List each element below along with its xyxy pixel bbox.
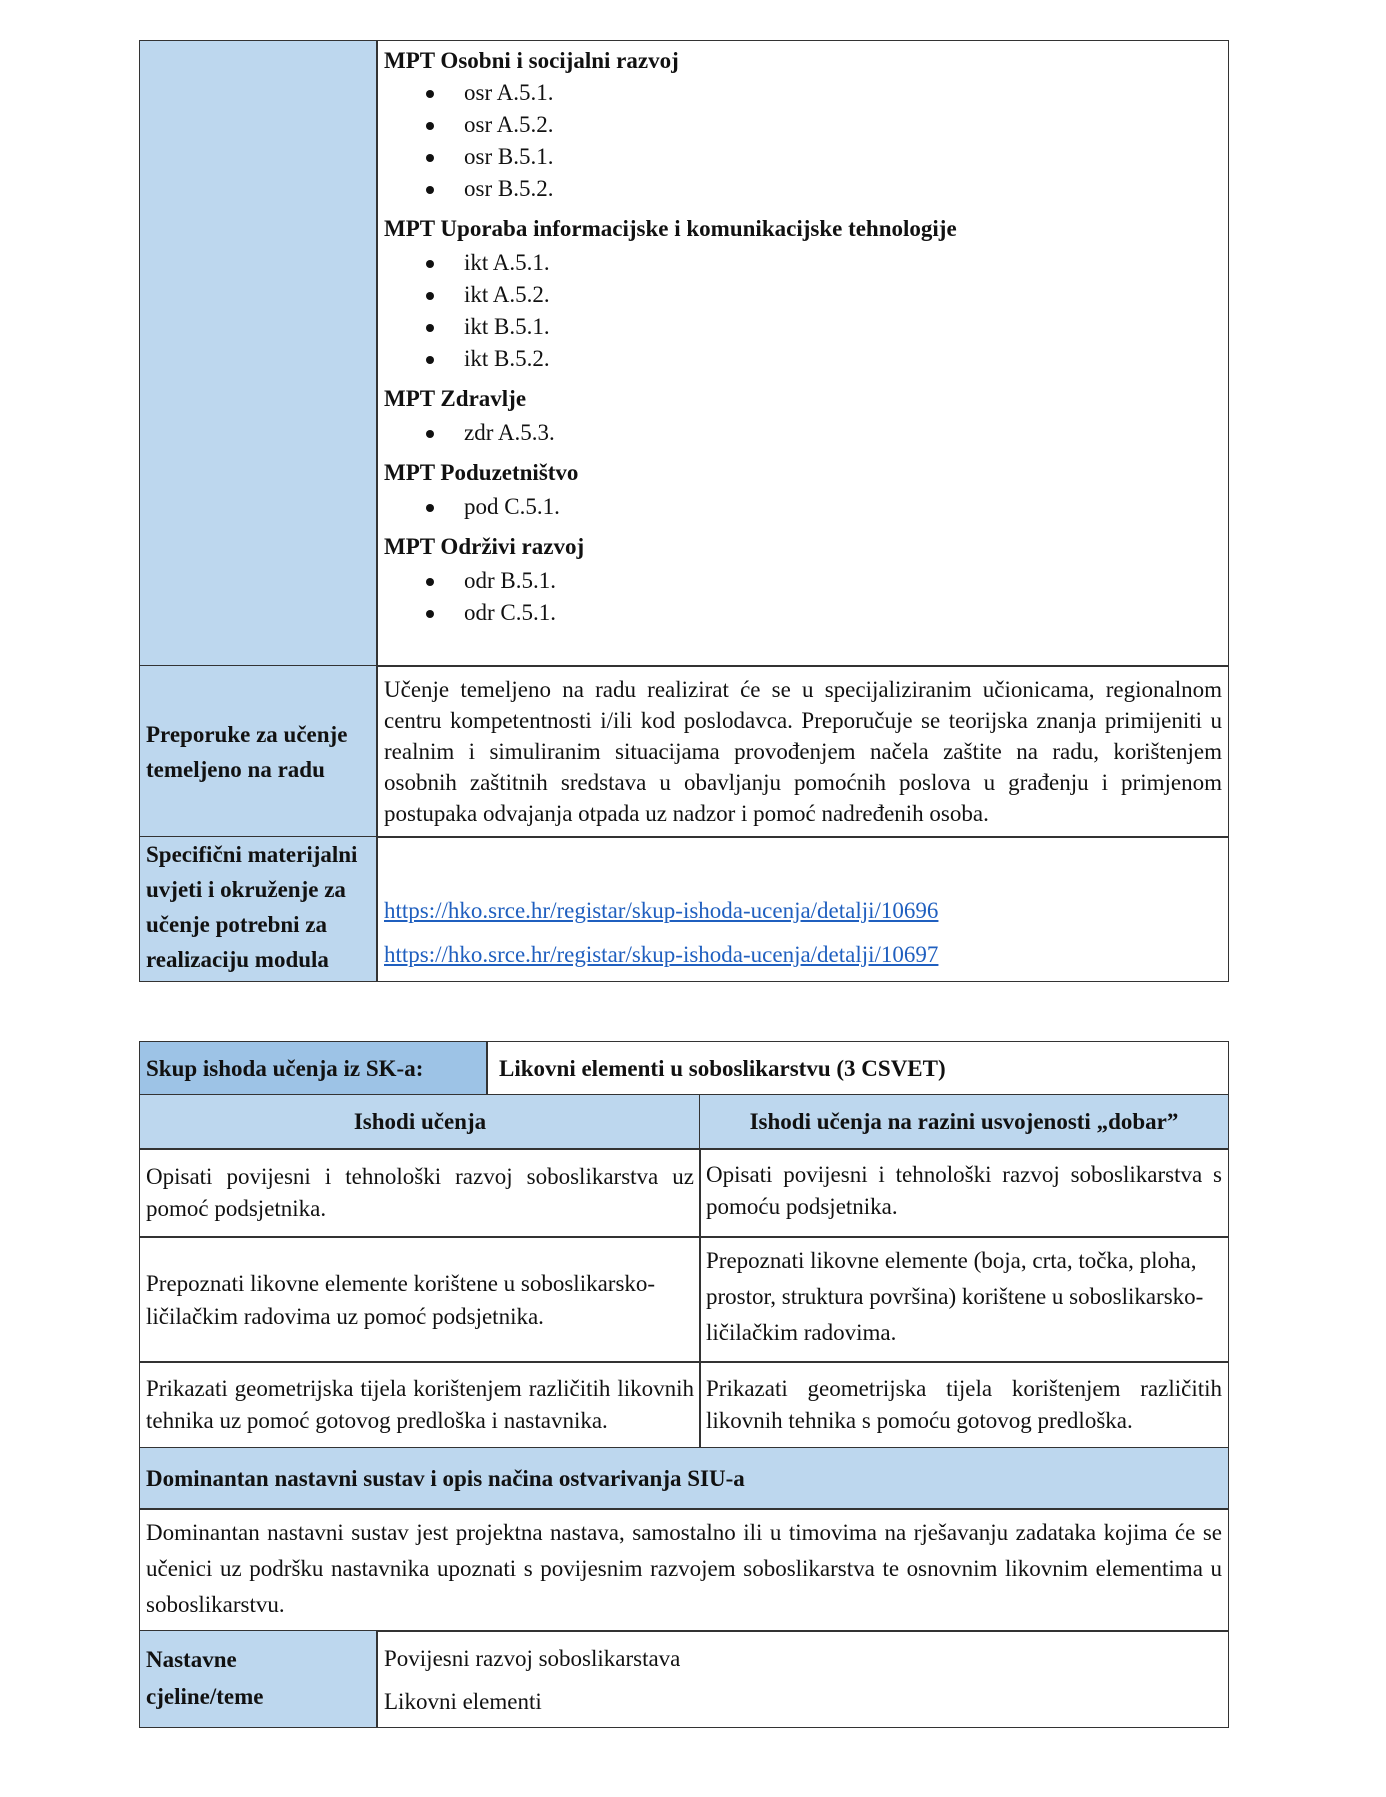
- sk-value-cell: [486, 1041, 1229, 1096]
- mpt-section-odr: [384, 529, 1228, 629]
- mpt-item: osr B.5.2.: [384, 173, 1228, 205]
- sk-label: Skup ishoda učenja iz SK-a:: [146, 1055, 424, 1081]
- dominant-system-text-cell: [139, 1508, 1229, 1632]
- unit-item: Likovni elementi: [384, 1689, 542, 1714]
- mpt-item: ikt A.5.1.: [384, 247, 1228, 279]
- conditions-label-cell: [139, 836, 378, 982]
- recommendations-text-cell: [376, 665, 1229, 838]
- dominant-system-title: Dominantan nastavni sustav i opis načina ostvarivanja SIU-a: [146, 1465, 745, 1491]
- mpt-section-zdr: [384, 381, 1228, 449]
- mpt-item: osr A.5.1.: [384, 77, 1228, 109]
- outcome-good-cell: [699, 1361, 1229, 1449]
- outcome-good-cell: [699, 1148, 1229, 1238]
- outcome-cell: [139, 1361, 701, 1449]
- mpt-title: MPT Uporaba informacijske i komunikacijske tehnologije: [384, 216, 957, 241]
- cross-curricular-table: [139, 40, 1229, 982]
- dominant-system-title-cell: [139, 1447, 1229, 1510]
- mpt-title: MPT Održivi razvoj: [384, 534, 585, 559]
- outcome-cell: [139, 1148, 701, 1238]
- mpt-item: odr B.5.1.: [384, 565, 1228, 597]
- sk-value: Likovni elementi u soboslikarstvu (3 CSVET): [499, 1055, 946, 1081]
- units-list-cell: [376, 1630, 1229, 1728]
- conditions-label: Specifični materijalni uvjeti i okruženje za učenje potrebni za realizaciju modula: [146, 842, 358, 972]
- mpt-section-osr: [384, 43, 1228, 205]
- outcome-good-cell: [699, 1236, 1229, 1363]
- mpt-title: MPT Osobni i socijalni razvoj: [384, 48, 679, 73]
- outcome-text: Prikazati geometrijska tijela korištenjem različitih likovnih tehnika s pomoću gotovog predloška.: [706, 1376, 1222, 1433]
- mpt-item: zdr A.5.3.: [384, 417, 1228, 449]
- learning-outcomes-table: [139, 1041, 1229, 1728]
- recommendations-text: Učenje temeljeno na radu realizirat će se u specijaliziranim učionicama, regionalnom centru kompetentnosti i/ili kod poslodavca. Preporučuje se teorijska znanja primijeniti u realnim i simuliranim situacijama provođenjem načela zaštite na radu, korištenjem osobnih zaštitnih sredstava u obavljanju pomoćnih poslova u građenju i primjenom postupaka odvajanja otpada uz nadzor i pomoć nadređenih osoba.: [384, 677, 1222, 826]
- recommendations-label-cell: [139, 665, 378, 838]
- mpt-item: odr C.5.1.: [384, 597, 1228, 629]
- outcome-text: Prepoznati likovne elemente korištene u soboslikarsko-ličilačkim radovima uz pomoć podsjetnika.: [146, 1270, 656, 1329]
- mpt-item: ikt B.5.1.: [384, 311, 1228, 343]
- recommendations-label: Preporuke za učenje temeljeno na radu: [146, 721, 348, 782]
- mpt-content-cell: [376, 40, 1229, 667]
- dominant-system-text: Dominantan nastavni sustav jest projektna nastava, samostalno ili u timovima na rješavanju zadataka kojima će se učenici uz podršku nastavnika upoznati s povijesnim razvojem soboslikarstva te osnovnim likovnim elementima u soboslikarstvu.: [146, 1520, 1222, 1617]
- conditions-links-cell: [376, 836, 1229, 982]
- outcome-text: Prikazati geometrijska tijela korištenjem različitih likovnih tehnika uz pomoć gotovog predloška i nastavnika.: [146, 1376, 694, 1433]
- col-header-label: Ishodi učenja: [353, 1109, 487, 1134]
- hko-link-10696[interactable]: https://hko.srce.hr/registar/skup-ishoda-ucenja/detalji/10696: [384, 898, 939, 923]
- hko-link-10697[interactable]: https://hko.srce.hr/registar/skup-ishoda-ucenja/detalji/10697: [384, 942, 939, 967]
- outcome-cell: [139, 1236, 701, 1363]
- mpt-label-cell: [139, 40, 378, 667]
- col-header-good-level: [699, 1094, 1229, 1150]
- units-label: Nastavne cjeline/teme: [146, 1647, 264, 1709]
- col-header-label: Ishodi učenja na razini usvojenosti „dobar”: [749, 1109, 1179, 1134]
- mpt-item: ikt B.5.2.: [384, 343, 1228, 375]
- unit-item: Povijesni razvoj soboslikarstava: [384, 1646, 681, 1671]
- units-label-cell: [139, 1630, 378, 1728]
- outcome-text: Opisati povijesni i tehnološki razvoj soboslikarstva s pomoću podsjetnika.: [706, 1162, 1222, 1219]
- mpt-title: MPT Poduzetništvo: [384, 460, 579, 485]
- col-header-outcomes: [139, 1094, 701, 1150]
- mpt-item: osr A.5.2.: [384, 109, 1228, 141]
- mpt-item: osr B.5.1.: [384, 141, 1228, 173]
- outcome-text: Opisati povijesni i tehnološki razvoj soboslikarstva uz pomoć podsjetnika.: [146, 1164, 694, 1221]
- mpt-section-pod: [384, 455, 1228, 523]
- mpt-section-ikt: [384, 211, 1228, 375]
- sk-label-cell: [139, 1041, 488, 1096]
- outcome-text: Prepoznati likovne elemente (boja, crta, točka, ploha, prostor, struktura površina) korištene u soboslikarsko-ličilačkim radovima.: [706, 1248, 1204, 1345]
- mpt-item: pod C.5.1.: [384, 491, 1228, 523]
- mpt-item: ikt A.5.2.: [384, 279, 1228, 311]
- mpt-title: MPT Zdravlje: [384, 386, 527, 411]
